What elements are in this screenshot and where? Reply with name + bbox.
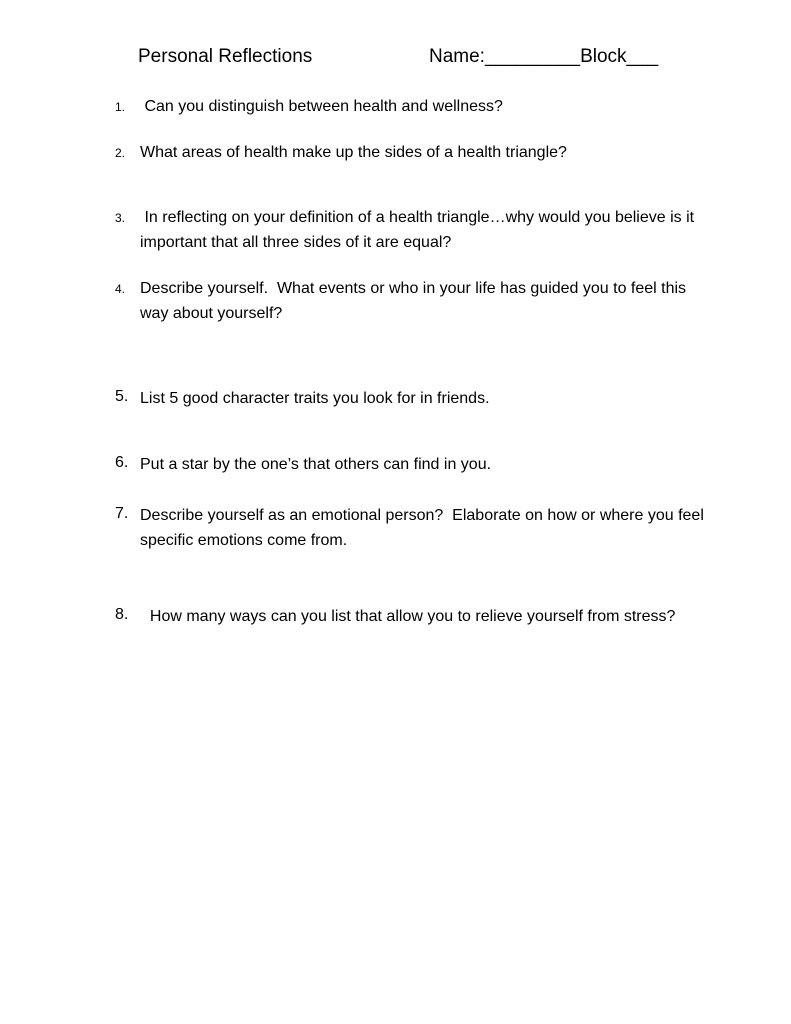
question-text: Can you distinguish between health and wellness?	[140, 98, 503, 115]
name-block-field: Name:_________Block___	[429, 46, 659, 67]
question-text: In reflecting on your definition of a health triangle…why would you believe is it important that all three sides of it are equal?	[140, 209, 699, 251]
question-number: 1.	[115, 100, 126, 114]
question-text: How many ways can you list that allow you to relieve yourself from stress?	[141, 608, 676, 625]
question-number: 6.	[115, 454, 129, 471]
page-title: Personal Reflections	[138, 46, 313, 67]
question-number: 4.	[115, 282, 126, 296]
question-text: What areas of health make up the sides of a health triangle?	[140, 144, 567, 161]
question-text: List 5 good character traits you look for in friends.	[140, 390, 490, 407]
question-text: Describe yourself as an emotional person? Elaborate on how or where you feel specific emotions come from.	[140, 507, 709, 549]
question-number: 3.	[115, 211, 126, 225]
question-text: Describe yourself. What events or who in your life has guided you to feel this way about yourself?	[140, 280, 691, 322]
question-number: 2.	[115, 146, 126, 160]
question-number: 7.	[115, 505, 129, 522]
question-number: 8.	[115, 606, 129, 623]
question-text: Put a star by the one’s that others can find in you.	[140, 456, 492, 473]
question-number: 5.	[115, 388, 129, 405]
